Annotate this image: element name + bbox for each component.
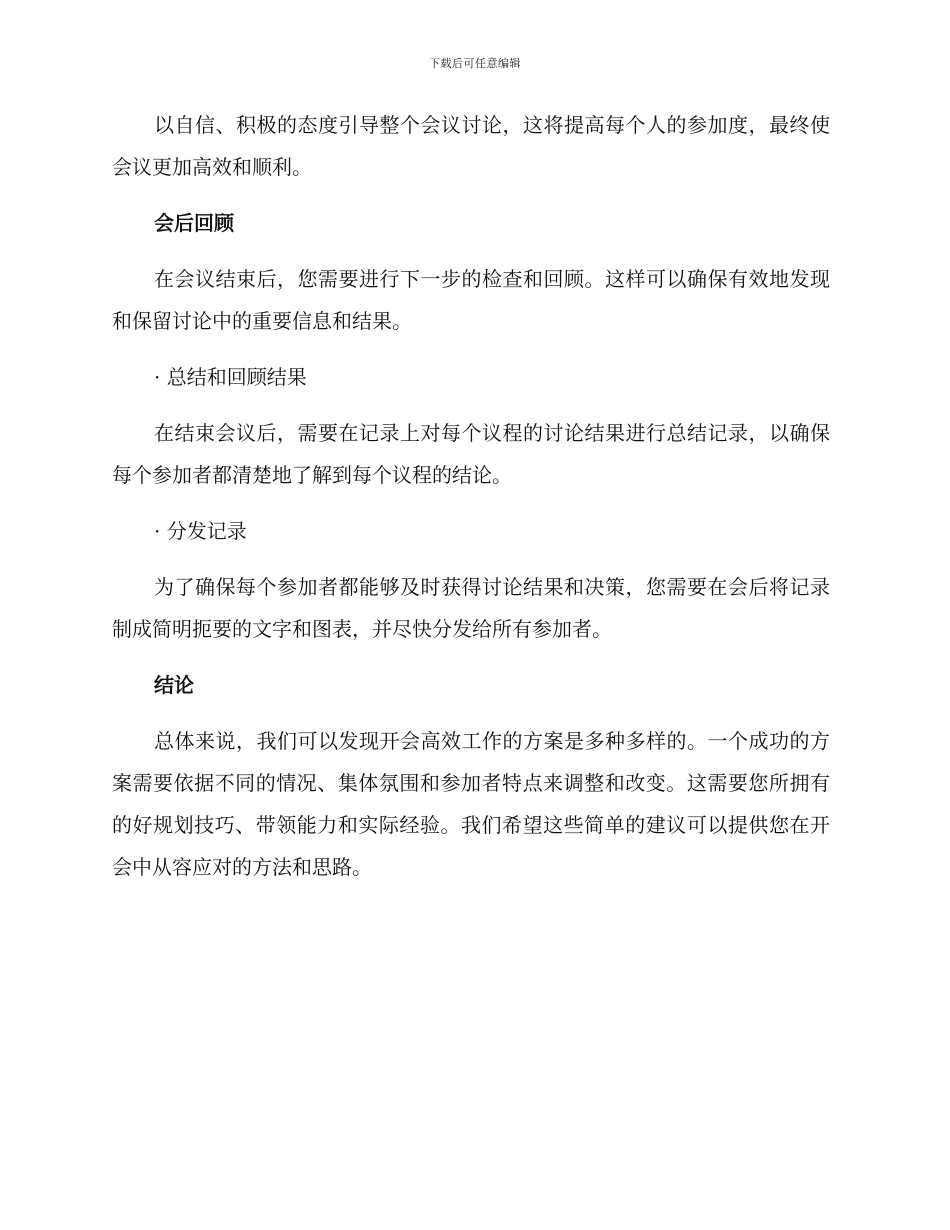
paragraph-guidance: 以自信、积极的态度引导整个会议讨论，这将提高每个人的参加度，最终使会议更加高效和顺利。 — [112, 113, 830, 179]
paragraph-summarize: 在结束会议后，需要在记录上对每个议程的讨论结果进行总结记录，以确保每个参加者都清楚地了解到每个议程的结论。 — [112, 421, 830, 487]
bullet-summarize-results: · 总结和回顾结果 — [154, 365, 307, 389]
section-heading-conclusion: 结论 — [154, 673, 194, 697]
section-heading-review: 会后回顾 — [154, 211, 234, 235]
bullet-distribute-records: · 分发记录 — [154, 519, 247, 543]
document-body — [112, 104, 830, 902]
paragraph-conclusion: 总体来说，我们可以发现开会高效工作的方案是多种多样的。一个成功的方案需要依据不同的情况、集体氛围和参加者特点来调整和改变。这需要您所拥有的好规划技巧、带领能力和实际经验。我们希望这些简单的建议可以提供您在开会中从容应对的方法和思路。 — [112, 729, 830, 879]
page-header: 下载后可任意编辑 — [429, 57, 521, 70]
paragraph-distribute: 为了确保每个参加者都能够及时获得讨论结果和决策，您需要在会后将记录制成简明扼要的文字和图表，并尽快分发给所有参加者。 — [112, 575, 830, 641]
paragraph-review-intro: 在会议结束后，您需要进行下一步的检查和回顾。这样可以确保有效地发现和保留讨论中的重要信息和结果。 — [112, 267, 830, 333]
